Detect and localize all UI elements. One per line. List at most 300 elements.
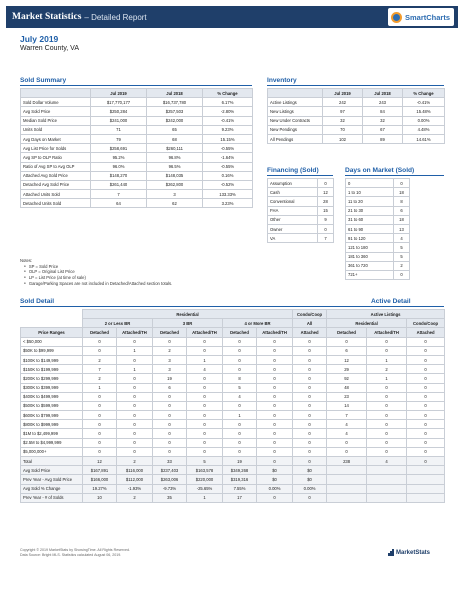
table-cell: 67 — [363, 125, 403, 134]
table-cell: 0 — [223, 365, 257, 374]
table-cell: 15.15% — [203, 134, 253, 143]
notes-list — [20, 264, 172, 287]
table-cell: 0 — [187, 411, 223, 420]
table-cell: 0 — [407, 383, 445, 392]
inventory-col-header: Jul 2019 — [323, 89, 363, 98]
table-cell: $166,000 — [83, 475, 117, 484]
table-cell: 0 — [293, 365, 327, 374]
table-cell: 28 — [318, 197, 334, 206]
table-cell: 242 — [323, 98, 363, 107]
table-cell: 0 — [187, 420, 223, 429]
inventory-title: Inventory — [267, 77, 297, 84]
table-cell: 0 — [187, 429, 223, 438]
inventory-col-header: Jul 2018 — [363, 89, 403, 98]
row-label: Attached Units Sold — [21, 190, 91, 199]
table-cell: 97 — [323, 107, 363, 116]
table-cell: 0 — [83, 420, 117, 429]
table-cell: 6 — [153, 383, 187, 392]
sold-summary-rule — [20, 85, 252, 86]
table-cell: 1 — [187, 355, 223, 364]
table-cell: 0 — [187, 438, 223, 447]
table-cell: 0 — [293, 457, 327, 466]
table-cell: 0.16% — [203, 171, 253, 180]
row-label: Avg List Price for Solds — [21, 144, 91, 153]
table-cell — [407, 466, 445, 475]
row-label: Attached Avg Sold Price — [21, 171, 91, 180]
table-cell: $257,503 — [147, 107, 203, 116]
row-label: Other — [268, 215, 318, 224]
table-cell: 48 — [327, 383, 367, 392]
table-cell: 96.0% — [91, 162, 147, 171]
report-date: July 2019 — [20, 34, 59, 44]
table-cell: 1 — [223, 411, 257, 420]
table-cell: 5 — [223, 383, 257, 392]
table-cell: 95.2% — [91, 153, 147, 162]
blank-header-cell — [21, 310, 83, 319]
sold-detail-title: Sold Detail — [20, 298, 55, 305]
financing-rule — [267, 175, 333, 176]
table-cell: 6 — [394, 206, 410, 215]
column-header: Detached — [153, 328, 187, 337]
table-cell: 243 — [363, 98, 403, 107]
table-cell: 0 — [257, 438, 293, 447]
table-row — [21, 180, 253, 189]
row-label: 91 to 120 — [346, 234, 394, 243]
table-row — [346, 234, 410, 243]
dom-rule — [345, 175, 444, 176]
smartcharts-logo-icon — [391, 12, 402, 23]
table-row — [21, 98, 253, 107]
table-cell: 1 — [117, 346, 153, 355]
summary-label: Total — [21, 457, 83, 466]
table-cell: $112,000 — [117, 475, 153, 484]
table-cell: 0 — [117, 420, 153, 429]
table-cell: 1 — [117, 365, 153, 374]
row-label: Avg SP to OLP Ratio — [21, 153, 91, 162]
row-label: 721+ — [346, 270, 394, 279]
table-cell: 0 — [187, 392, 223, 401]
price-range-row — [21, 337, 445, 346]
table-cell: $319,316 — [223, 475, 257, 484]
table-cell — [327, 493, 367, 502]
table-cell: 0 — [83, 337, 117, 346]
table-cell: $262,800 — [147, 180, 203, 189]
row-label: 11 to 20 — [346, 197, 394, 206]
table-cell: 0 — [83, 411, 117, 420]
price-range-label: $500K to $599,999 — [21, 401, 83, 410]
table-cell: 0 — [187, 374, 223, 383]
price-range-row — [21, 447, 445, 456]
table-cell: 0 — [293, 447, 327, 456]
price-range-row — [21, 429, 445, 438]
row-label: Conventional — [268, 197, 318, 206]
price-range-label: $600K to $799,999 — [21, 411, 83, 420]
table-cell: $16,737,780 — [147, 98, 203, 107]
summary-row — [21, 457, 445, 466]
table-cell: 3 — [153, 365, 187, 374]
table-cell: 0 — [367, 447, 407, 456]
table-cell: 0 — [293, 429, 327, 438]
table-cell: 1 — [367, 374, 407, 383]
table-cell: 0 — [117, 447, 153, 456]
table-cell: 0 — [117, 429, 153, 438]
table-cell: 0 — [327, 447, 367, 456]
table-cell: 0 — [293, 438, 327, 447]
sold_summary-col-header — [21, 89, 91, 98]
row-label: 61 to 90 — [346, 224, 394, 233]
row-label: All Pendings — [268, 134, 323, 143]
table-cell: 7 — [318, 234, 334, 243]
table-cell: $237,403 — [153, 466, 187, 475]
sold-detail-table — [20, 309, 445, 503]
table-cell: 0 — [223, 401, 257, 410]
table-cell: 0 — [293, 420, 327, 429]
row-label: 21 to 30 — [346, 206, 394, 215]
table-cell: 0 — [187, 383, 223, 392]
table-cell: 5 — [394, 243, 410, 252]
table-cell: 0 — [117, 337, 153, 346]
table-cell: 0 — [187, 447, 223, 456]
table-cell — [407, 475, 445, 484]
table-cell: 3.23% — [203, 199, 253, 208]
table-row — [21, 116, 253, 125]
condo-group-header: Condo/Coop — [293, 310, 327, 319]
price-range-row — [21, 355, 445, 364]
notes-heading: Notes: — [20, 258, 33, 263]
table-row — [268, 125, 445, 134]
table-cell: -1.93% — [117, 484, 153, 493]
dom-title: Days on Market (Sold) — [345, 167, 415, 174]
table-cell: 2 — [394, 261, 410, 270]
notes-block — [20, 258, 172, 286]
sold-summary-table — [20, 88, 253, 208]
table-row — [346, 270, 410, 279]
smartcharts-logo — [388, 8, 454, 26]
table-row — [268, 197, 334, 206]
table-cell: 0 — [153, 447, 187, 456]
table-row — [346, 252, 410, 261]
table-cell: 2 — [83, 355, 117, 364]
table-cell: 1 — [367, 355, 407, 364]
table-cell: 0 — [407, 438, 445, 447]
table-cell: $220,000 — [187, 475, 223, 484]
table-cell: 68 — [147, 134, 203, 143]
row-label: 181 to 360 — [346, 252, 394, 261]
table-cell — [407, 493, 445, 502]
summary-row — [21, 484, 445, 493]
active-condo-header: Condo/Coop — [407, 319, 445, 328]
table-cell: 0 — [83, 346, 117, 355]
table-cell: 0 — [407, 374, 445, 383]
sold_summary-col-header: % Change — [203, 89, 253, 98]
table-cell: 0 — [187, 337, 223, 346]
report-subtitle: – Detailed Report — [84, 12, 147, 22]
table-row — [346, 243, 410, 252]
table-cell: 0 — [223, 337, 257, 346]
row-label: Median Sold Price — [21, 116, 91, 125]
column-header: Attached — [407, 328, 445, 337]
row-label: 31 to 60 — [346, 215, 394, 224]
table-cell: 4.48% — [403, 125, 445, 134]
table-cell: 0.00% — [257, 484, 293, 493]
row-label: Assumption — [268, 179, 318, 188]
table-cell: 18 — [394, 188, 410, 197]
table-cell: 79 — [91, 134, 147, 143]
sold-detail-rule — [20, 306, 444, 307]
price-range-label: $1M to $2,499,999 — [21, 429, 83, 438]
table-row — [346, 261, 410, 270]
table-cell: 0 — [257, 401, 293, 410]
table-cell: -0.55% — [203, 144, 253, 153]
row-label: New Under Contracts — [268, 116, 323, 125]
table-cell: 0.00% — [293, 484, 327, 493]
price-range-row — [21, 383, 445, 392]
table-cell: 0 — [257, 337, 293, 346]
table-cell: 0 — [117, 355, 153, 364]
table-cell: 0 — [153, 392, 187, 401]
smartcharts-logo-text: SmartCharts — [405, 12, 451, 22]
table-cell: 0 — [153, 401, 187, 410]
table-cell: 19 — [153, 374, 187, 383]
dom-table — [345, 178, 410, 280]
table-cell: -25.65% — [187, 484, 223, 493]
table-cell: 0 — [293, 392, 327, 401]
table-cell: 0 — [394, 270, 410, 279]
table-cell — [367, 493, 407, 502]
price-range-row — [21, 411, 445, 420]
table-row — [268, 179, 334, 188]
table-cell: 71 — [91, 125, 147, 134]
table-cell: 89 — [363, 134, 403, 143]
table-cell: $0 — [293, 466, 327, 475]
table-cell: 0 — [83, 401, 117, 410]
table-cell: 6.17% — [203, 98, 253, 107]
price-range-label: $100K to $149,999 — [21, 355, 83, 364]
table-cell: 0 — [257, 457, 293, 466]
table-cell — [407, 484, 445, 493]
table-row — [21, 199, 253, 208]
table-cell: 0 — [293, 355, 327, 364]
table-cell: $250,284 — [91, 107, 147, 116]
table-cell: 0 — [367, 420, 407, 429]
price-range-label: $300K to $399,999 — [21, 383, 83, 392]
row-label: 0 — [346, 179, 394, 188]
summary-label: Avg Sold % Change — [21, 484, 83, 493]
note-item: ● LP = List Price (at time of sale) — [20, 275, 172, 281]
table-cell: 17 — [223, 493, 257, 502]
table-cell: 14 — [327, 401, 367, 410]
column-header: Attached/TH — [257, 328, 293, 337]
table-row — [21, 144, 253, 153]
price-range-row — [21, 374, 445, 383]
table-cell: -1.64% — [203, 153, 253, 162]
table-cell: 0 — [117, 401, 153, 410]
table-row — [346, 215, 410, 224]
table-row — [268, 234, 334, 243]
table-cell: $17,770,177 — [91, 98, 147, 107]
column-header: Attached/TH — [117, 328, 153, 337]
table-cell: 12 — [327, 355, 367, 364]
table-cell: 0 — [223, 429, 257, 438]
table-cell — [327, 475, 367, 484]
report-title: Market Statistics — [12, 12, 82, 22]
footer-line-2: Data Source: Bright MLS. Statistics calculated August 06, 2019. — [20, 553, 122, 557]
table-row — [21, 125, 253, 134]
row-label: Cash — [268, 188, 318, 197]
table-cell: $116,000 — [117, 466, 153, 475]
table-cell: 84 — [363, 107, 403, 116]
table-cell: 4 — [327, 420, 367, 429]
table-cell: 0 — [257, 429, 293, 438]
column-header: Detached — [223, 328, 257, 337]
price-range-row — [21, 401, 445, 410]
table-cell: 0 — [407, 457, 445, 466]
table-cell: 0 — [187, 346, 223, 355]
table-cell: $349,268 — [223, 466, 257, 475]
table-cell: $261,440 — [91, 180, 147, 189]
financing-table — [267, 178, 334, 243]
row-label: Ratio of Avg SP to Avg OLP — [21, 162, 91, 171]
table-cell: 0 — [293, 337, 327, 346]
table-cell: 0 — [83, 447, 117, 456]
table-row — [268, 116, 445, 125]
row-label: New Listings — [268, 107, 323, 116]
table-cell: 0 — [153, 420, 187, 429]
br2-header: 2 or Less BR — [83, 319, 153, 328]
table-cell: 29 — [327, 365, 367, 374]
table-cell: 133.33% — [203, 190, 253, 199]
price-range-label: $800K to $999,999 — [21, 420, 83, 429]
sold-detail-sub-row — [21, 319, 445, 328]
table-cell: 7 — [327, 411, 367, 420]
sold_summary-col-header: Jul 2019 — [91, 89, 147, 98]
price-range-row — [21, 438, 445, 447]
table-cell: 0 — [257, 493, 293, 502]
table-cell: $263,006 — [153, 475, 187, 484]
table-cell: 3 — [147, 190, 203, 199]
sold-summary-title: Sold Summary — [20, 77, 67, 84]
br3-header: 3 BR — [153, 319, 223, 328]
table-cell: -0.55% — [203, 162, 253, 171]
table-cell: 0 — [367, 438, 407, 447]
price-range-label: $200K to $299,999 — [21, 374, 83, 383]
table-cell: $0 — [293, 475, 327, 484]
table-row — [268, 134, 445, 143]
table-cell: 0 — [407, 447, 445, 456]
row-label: New Pendings — [268, 125, 323, 134]
table-cell: 7 — [91, 190, 147, 199]
sold-detail-group-row — [21, 310, 445, 319]
table-cell: 2 — [117, 457, 153, 466]
table-cell: 238 — [327, 457, 367, 466]
row-label: Detached Avg Sold Price — [21, 180, 91, 189]
table-row — [21, 162, 253, 171]
table-cell: 4 — [367, 457, 407, 466]
table-cell: 0 — [257, 392, 293, 401]
footer-copyright — [20, 548, 130, 558]
table-cell: 0 — [117, 383, 153, 392]
table-cell: 5 — [187, 457, 223, 466]
table-cell: 7.55% — [223, 484, 257, 493]
table-cell: 0 — [367, 392, 407, 401]
table-cell: 64 — [91, 199, 147, 208]
table-cell: $260,111 — [147, 144, 203, 153]
table-cell: 0 — [293, 374, 327, 383]
table-cell: 0 — [257, 346, 293, 355]
table-cell: 0 — [394, 179, 410, 188]
price-range-label: $2.5M to $4,999,999 — [21, 438, 83, 447]
table-cell: 1 — [187, 493, 223, 502]
table-cell: 0 — [257, 355, 293, 364]
table-cell: -2.80% — [203, 107, 253, 116]
table-cell: $0 — [257, 466, 293, 475]
table-cell: 2 — [153, 346, 187, 355]
row-label: Avg Sold Price — [21, 107, 91, 116]
table-cell: 0 — [187, 401, 223, 410]
table-cell: 14.61% — [403, 134, 445, 143]
table-cell: 19.27% — [83, 484, 117, 493]
table-cell: 0 — [407, 392, 445, 401]
sold-detail-column-row — [21, 328, 445, 337]
table-cell: 0 — [257, 411, 293, 420]
table-cell: 0 — [367, 411, 407, 420]
table-cell: 0 — [293, 346, 327, 355]
table-cell: 3 — [153, 355, 187, 364]
table-cell: 0 — [407, 401, 445, 410]
table-cell: 1 — [83, 383, 117, 392]
row-label: Avg Days on Market — [21, 134, 91, 143]
price-range-label: < $50,000 — [21, 337, 83, 346]
inventory-col-header: % Change — [403, 89, 445, 98]
table-cell: 0 — [407, 346, 445, 355]
active-listings-group-header: Active Listings — [327, 310, 445, 319]
marketstats-bars-icon — [388, 549, 394, 556]
table-row — [346, 179, 410, 188]
table-cell: 8 — [223, 374, 257, 383]
row-label: VA — [268, 234, 318, 243]
price-range-row — [21, 365, 445, 374]
table-cell: 0 — [293, 383, 327, 392]
table-cell: 0 — [293, 493, 327, 502]
financing-title: Financing (Sold) — [267, 167, 319, 174]
marketstats-logo — [388, 549, 430, 556]
table-cell: 65 — [147, 125, 203, 134]
table-cell: $148,035 — [147, 171, 203, 180]
table-cell: 0 — [407, 429, 445, 438]
table-row — [346, 206, 410, 215]
column-header: Attached/TH — [367, 328, 407, 337]
table-cell: 0 — [117, 438, 153, 447]
table-cell: 0 — [318, 224, 334, 233]
table-cell: 15.48% — [403, 107, 445, 116]
inventory-table — [267, 88, 445, 144]
table-cell: 0 — [367, 383, 407, 392]
inventory-header-row — [268, 89, 445, 98]
column-header: Attached/TH — [187, 328, 223, 337]
price-range-row — [21, 346, 445, 355]
table-cell: 4 — [327, 429, 367, 438]
table-cell — [367, 484, 407, 493]
note-item: ● SP = Sold Price — [20, 264, 172, 270]
table-row — [268, 215, 334, 224]
table-cell — [367, 466, 407, 475]
table-cell: 0 — [223, 355, 257, 364]
table-cell: 8 — [394, 197, 410, 206]
column-header: Attached — [293, 328, 327, 337]
table-cell: 7 — [83, 365, 117, 374]
table-cell: $241,000 — [91, 116, 147, 125]
table-cell: 35 — [153, 493, 187, 502]
